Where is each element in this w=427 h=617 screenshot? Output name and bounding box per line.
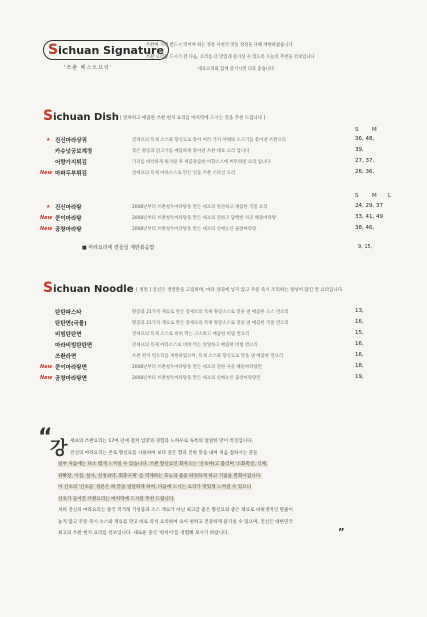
item-description: 강세프의 특제 소스로 비벼 먹는 고소하고 매콤한 비빔 면요리 (132, 332, 250, 337)
dish-row (0, 169, 427, 179)
item-description: 2008년부터 쓰촨청두마라탕을 만든 셰프의 신메뉴인 곱창마라탕 (132, 227, 257, 232)
dish-row (0, 136, 427, 146)
item-price: 19, (355, 374, 364, 380)
star-icon: ★ (46, 204, 51, 210)
item-name: 마라비빔탄탄면 (55, 343, 93, 349)
noodle-title-s: S (43, 280, 54, 296)
noodle-row (0, 374, 427, 384)
item-description: 2008년부터 쓰촨청두마라탕을 만든 셰프의 신메뉴인 곱창마라탕면 (132, 376, 261, 381)
item-description: 2008년부터 쓰촨청두마라탕을 만든 셰프의 얼큰하고 새콤한 국물 요리 (132, 205, 268, 210)
quote-line: 놓지 않고 주문 즉시 소스와 재료를 맛고 바로 즉석 요리하여 숙이 편하고 건강하게 즐기실 수 있으며, 진신은 대한민국 (58, 519, 293, 525)
item-description: 쓰촨 현지 면요리를 재현하였으며, 특제 소스와 향신료로 맛을 낸 매콤한 면요리 (132, 354, 284, 359)
mala-side-price: 9, 15, (358, 244, 373, 250)
item-description: 땅콩과 21가지 재료로 만든 강세프의 특제 땅콩소스로 맛을 낸 매콤한 국물 면요리 (132, 321, 289, 326)
item-price: 33, 41, 49 (355, 214, 383, 220)
item-description: 땅콩과 21가지 재료로 만든 강세프의 특제 땅콩소스로 맛을 낸 매콤한 소스 면요리 (132, 310, 289, 315)
dish-size-header-2-l: L (388, 193, 392, 199)
dish-size-header-2-s: S (355, 193, 359, 199)
item-price: 13, (355, 308, 364, 314)
dish-size-header-s: S (355, 127, 359, 133)
noodle-row (0, 341, 427, 351)
item-description: 볶은 땅콩과 닭고기를 매콤하게 볶아낸 쓰촨 대표 요리 입니다 (132, 149, 250, 154)
signature-subtitle: '쓰촨 베스트요리' (64, 65, 113, 71)
dish-section-title (43, 108, 119, 124)
quote-line: 세프의 쓰촨요리는 17여 년에 걸쳐 입맛과 경험과 노하우로 독특의 얼얼한 맛이 특징입니다. (70, 439, 254, 444)
item-price: 16, (355, 341, 364, 347)
signature-description-1: 쓰촨에 가면 반드시 먹어야 하는 정통 사천의 맛을 정성을 다해 재현하였습니다 (146, 43, 293, 48)
item-description: 강세프의 특제 마라소스로 비벼 먹는 얼얼하고 매콤한 비빔 면요리 (132, 343, 258, 348)
new-badge: New (40, 215, 53, 221)
noodle-row (0, 330, 427, 340)
quote-line: 이 산초의 '산초들' 성분은 혀 끝을 얼얼하게 하며, 다음에 드시는 요리가 맛있게 느껴질 수 있으니 (58, 485, 252, 490)
item-name: 쿤이마라탕면 (55, 365, 87, 371)
dish-row (0, 214, 427, 224)
item-name: 어향가지튀김 (55, 160, 87, 166)
quote-line: 진신의 마라요리는 본토 향신료를 사용하여 보다 깊은 향과 진한 맛을 내며 처음 접하시는 분들 (70, 450, 258, 456)
mala-side-label: ■ 마라요리에 곁들일 계란볶음밥 (82, 245, 155, 251)
quote-line: 일부 처음에는 다소 맵게 느껴질 수 있습니다. 쓰촨 향신료인 화자오는 '산초야(고 불리며 '소화촉진, 식체, (58, 462, 268, 467)
new-badge: New (40, 226, 53, 232)
item-name: 카슈넛궁보계정 (55, 149, 93, 155)
item-description: 2008년부터 쓰촨청두마라탕을 만든 셰프의 진하고 담백한 사골 해물마라탕 (132, 216, 276, 221)
item-price: 24, 29, 37 (355, 203, 383, 209)
noodle-row (0, 352, 427, 362)
item-price: 27, 37, (355, 158, 375, 164)
item-price: 16, (355, 319, 364, 325)
item-description: 강세프의 특제 소스와 향신료로 볶아 여러 가지 야채와 소고기를 볶아낸 쓰촨요리 (132, 138, 286, 143)
item-name: 쓰촨라면 (55, 354, 77, 360)
item-name: 진신마라상궈 (55, 138, 87, 144)
item-description: 2008년부터 쓰촨청두마라탕을 만든 셰프의 진한 사골 해물마라탕면 (132, 365, 262, 370)
item-name: 비빔탄탄면 (55, 332, 82, 338)
quote-big-char: 강 (50, 438, 68, 459)
new-badge: New (40, 170, 53, 176)
item-name: 탄탄파스타 (55, 310, 82, 316)
dish-row (0, 225, 427, 235)
dish-section-note: [ 알싸하고 매콤한 쓰촨 현지 요리를 마지막에 드시는 것을 추천 드립니다 ] (120, 116, 266, 121)
signature-description-3: 대표요리와 함께 즐기시면 더욱 좋습니다 (198, 67, 275, 72)
item-price: 15, (355, 330, 364, 336)
item-name: 마파두부튀김 (55, 171, 87, 177)
quote-line: 산초가 들어간 쓰촨요리는 마지막에 드시길 추천 드립니다. (58, 496, 175, 502)
item-name: 공창마라탕 (55, 227, 82, 233)
noodle-row (0, 308, 427, 318)
signature-logo-text: ichuan Signature (58, 44, 164, 57)
dish-row (0, 158, 427, 168)
quote-line: 최고의 쓰촨 현지 요리를 선보입니다. 새로운 중식 '펑치이'를 경험해 보시기 바랍니다. (58, 531, 229, 536)
dish-size-header-m: M (372, 127, 377, 133)
item-price: 16, (355, 352, 364, 358)
noodle-title-text: ichuan Noodle (53, 284, 134, 295)
item-price: 39, (355, 147, 364, 153)
item-price: 38, 46, (355, 225, 375, 231)
star-icon: ★ (46, 137, 51, 143)
item-price: 36, 48, (355, 136, 375, 142)
item-description: 강세프의 특제 마파소스로 만든 일품 쓰촨 스타일 요리 (132, 171, 236, 176)
dish-size-header-2-m: M (372, 193, 377, 199)
noodle-row (0, 319, 427, 329)
quote-line: 저희 진신의 마라요리는 중국 직거래 기성품과 소스 재료가 아닌 최고급 좋은 향신료와 좋은 재료로 비위생적인 탄줄이 (58, 508, 293, 513)
quote-close-mark: ” (338, 527, 345, 538)
noodle-section-title (43, 280, 134, 296)
item-name: 쿤이마라탕 (55, 216, 82, 222)
quote-line: 위확장, 이질, 설사, 신경쇠약, 회충구제' 를 억제하는 효능과 몸을 따뜻하게 하고 기침을 완화시킵니다. (58, 473, 262, 479)
item-name: 공창마라탕면 (55, 376, 87, 382)
dish-title-s: S (43, 108, 54, 124)
dish-row (0, 147, 427, 157)
signature-description-2: 쓰촨 요리를 드시기 전 다음, 요리를 더 맛있게 즐기실 수 있도록 오늘의 추천을 선보입니다 (146, 55, 315, 60)
item-description: 가지를 바삭하게 튀겨낸 후 새콤달콤한 어향소스에 버무려낸 요리 입니다 (132, 160, 271, 165)
item-price: 18, (355, 363, 364, 369)
dish-row (0, 203, 427, 213)
new-badge: New (40, 364, 53, 370)
item-name: 진신마라탕 (55, 205, 82, 211)
new-badge: New (40, 375, 53, 381)
signature-logo-s: S (48, 42, 59, 58)
noodle-row (0, 363, 427, 373)
dish-title-text: ichuan Dish (53, 112, 119, 123)
item-name: 탄탄면(국물) (55, 321, 87, 327)
item-price: 26, 36, (355, 169, 375, 175)
noodle-section-note: [ 생면 ] 진신은 생면만을 고집하며, 마라 샹궈에 넣지 않고 주문 즉시 조리하는 정성이 담긴 면 요리입니다. (136, 288, 344, 293)
quote-open-mark: “ (38, 425, 53, 450)
